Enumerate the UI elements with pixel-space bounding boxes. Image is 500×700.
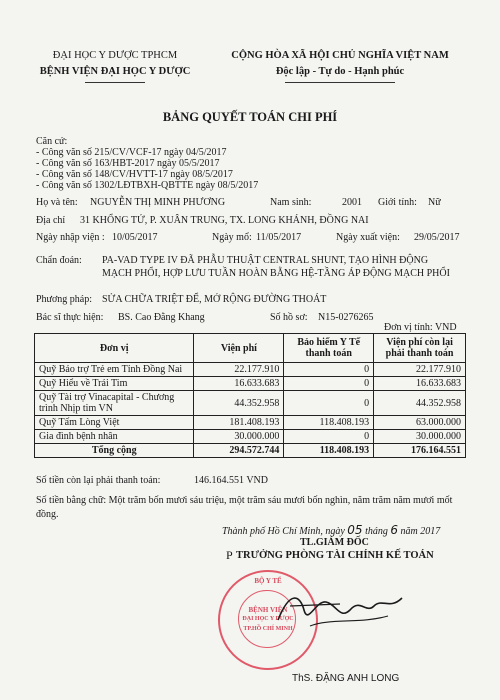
doctor-label: Bác sĩ thực hiện: bbox=[36, 312, 104, 323]
remaining-value: 146.164.551 VND bbox=[194, 475, 268, 486]
header-divider bbox=[85, 82, 145, 83]
basis-item: - Công văn số 148/CV/HVTT-17 ngày 08/5/2017 bbox=[36, 169, 233, 180]
col-header-remaining: Viện phí còn lại phải thanh toán bbox=[374, 334, 466, 363]
col-header-fee: Viện phí bbox=[194, 334, 284, 363]
record-number: N15-0276265 bbox=[318, 312, 374, 323]
cell-remaining: 30.000.000 bbox=[374, 430, 466, 444]
cell-unit: Quỹ Tấm Lòng Việt bbox=[35, 416, 194, 430]
basis-item: - Công văn số 1302/LĐTBXH-QBTTE ngày 08/5/2017 bbox=[36, 180, 259, 191]
table-row bbox=[35, 363, 466, 377]
table-row bbox=[35, 391, 466, 416]
table-row bbox=[35, 377, 466, 391]
total-insurance: 118.408.193 bbox=[284, 444, 374, 458]
cell-insurance: 0 bbox=[284, 391, 374, 416]
stamp-line-3: TP.HỒ CHÍ MINH bbox=[243, 626, 293, 632]
diagnosis-label: Chẩn đoán: bbox=[36, 255, 82, 266]
basis-item: - Công văn số 163/HBT-2017 ngày 05/5/2017 bbox=[36, 158, 220, 169]
stamp-top-text: BỘ Y TẾ bbox=[254, 577, 282, 585]
amount-in-words: Số tiền bằng chữ: Một trăm bốn mươi sáu triệu, một trăm sáu mươi bốn nghìn, năm trăm năm mươi mốt đồng. bbox=[36, 495, 453, 520]
sign-place-date bbox=[222, 523, 440, 537]
discharge-date: 29/05/2017 bbox=[414, 232, 460, 243]
cell-fee: 44.352.958 bbox=[194, 391, 284, 416]
method-label: Phương pháp: bbox=[36, 294, 92, 305]
total-row bbox=[35, 444, 466, 458]
year-label: năm bbox=[400, 526, 418, 537]
cell-fee: 16.633.683 bbox=[194, 377, 284, 391]
cell-unit: Quỹ Hiểu về Trái Tim bbox=[35, 377, 194, 391]
gender-label: Giới tính: bbox=[378, 197, 417, 208]
cell-insurance: 0 bbox=[284, 377, 374, 391]
method: SỬA CHỮA TRIỆT ĐỂ, MỞ RỘNG ĐƯỜNG THOÁT bbox=[102, 294, 327, 305]
cell-insurance: 0 bbox=[284, 430, 374, 444]
discharge-label: Ngày xuất viện: bbox=[336, 232, 400, 243]
patient-name: NGUYỄN THỊ MINH PHƯƠNG bbox=[90, 197, 226, 208]
stamp-line-2: ĐẠI HỌC Y DƯỢC bbox=[242, 616, 294, 622]
cell-unit: Quỹ Bảo trợ Trẻ em Tỉnh Đồng Nai bbox=[35, 363, 194, 377]
signer-name: ThS. ĐẶNG ANH LONG bbox=[292, 673, 400, 684]
cell-unit: Quỹ Tài trợ Vinacapital - Chương trình Nhịp tim VN bbox=[35, 391, 194, 416]
col-header-unit: Đơn vị bbox=[35, 334, 194, 363]
place-date-prefix: Thành phố Hồ Chí Minh, ngày bbox=[222, 526, 345, 537]
cell-remaining: 63.000.000 bbox=[374, 416, 466, 430]
cell-remaining: 16.633.683 bbox=[374, 377, 466, 391]
motto-underline bbox=[285, 82, 395, 83]
signature bbox=[270, 580, 410, 640]
unit-note: Đơn vị tính: VND bbox=[384, 322, 457, 333]
cell-insurance: 0 bbox=[284, 363, 374, 377]
remaining-label: Số tiền còn lại phải thanh toán: bbox=[36, 475, 161, 486]
cell-fee: 181.408.193 bbox=[194, 416, 284, 430]
sign-year: 2017 bbox=[420, 526, 441, 537]
month-label: tháng bbox=[365, 526, 388, 537]
table-row bbox=[35, 416, 466, 430]
name-label: Họ và tên: bbox=[36, 197, 78, 208]
doctor: BS. Cao Đằng Khang bbox=[118, 312, 205, 323]
col-header-insurance: Bảo hiểm Y Tế thanh toán bbox=[284, 334, 374, 363]
basis-label: Căn cứ: bbox=[36, 136, 68, 147]
cell-remaining: 44.352.958 bbox=[374, 391, 466, 416]
cell-insurance: 118.408.193 bbox=[284, 416, 374, 430]
sign-day: 05 bbox=[347, 523, 363, 537]
cell-fee: 22.177.910 bbox=[194, 363, 284, 377]
diagnosis: PA-VAD TYPE IV ĐÃ PHẪU THUẬT CENTRAL SHUNT, TẠO HÌNH ĐỘNG MẠCH PHỔI, HỢP LƯU TUẦN HOÀN BẰNG HỆ-TẦNG ÁP ĐỘNG MẠCH PHỔI bbox=[102, 255, 450, 279]
table-row bbox=[35, 430, 466, 444]
address-label: Địa chỉ bbox=[36, 215, 66, 226]
gender: Nữ bbox=[428, 197, 441, 208]
document-title: BẢNG QUYẾT TOÁN CHI PHÍ bbox=[162, 110, 338, 124]
total-remaining: 176.164.551 bbox=[374, 444, 466, 458]
handwritten-mark: P bbox=[226, 548, 233, 562]
stamp-line-1: BỆNH VIỆN bbox=[248, 606, 288, 614]
sign-role-1: TL.GIÁM ĐỐC bbox=[300, 537, 369, 548]
sign-month: 6 bbox=[390, 523, 398, 537]
country-motto: Độc lập - Tự do - Hạnh phúc bbox=[275, 66, 405, 77]
table-header-row bbox=[35, 334, 466, 363]
cell-remaining: 22.177.910 bbox=[374, 363, 466, 377]
birth-label: Nam sinh: bbox=[270, 197, 312, 208]
cost-table bbox=[34, 333, 466, 458]
birth-year: 2001 bbox=[342, 197, 362, 208]
basis-item: - Công văn số 215/CV/VCF-17 ngày 04/5/2017 bbox=[36, 147, 227, 158]
org-hospital: BỆNH VIỆN ĐẠI HỌC Y DƯỢC bbox=[39, 66, 191, 77]
surgery-date: 11/05/2017 bbox=[256, 232, 302, 243]
surgery-label: Ngày mổ: bbox=[212, 232, 252, 243]
total-label: Tổng cộng bbox=[35, 444, 194, 458]
cell-unit: Gia đình bệnh nhân bbox=[35, 430, 194, 444]
address: 31 KHỔNG TỬ, P. XUÂN TRUNG, TX. LONG KHÁNH, ĐỒNG NAI bbox=[80, 215, 369, 226]
sign-role-2: TRƯỞNG PHÒNG TÀI CHÍNH KẾ TOÁN bbox=[236, 550, 434, 561]
total-fee: 294.572.744 bbox=[194, 444, 284, 458]
record-label: Số hồ sơ: bbox=[270, 312, 308, 323]
org-parent: ĐẠI HỌC Y DƯỢC TPHCM bbox=[52, 50, 178, 61]
cell-fee: 30.000.000 bbox=[194, 430, 284, 444]
admit-date: 10/05/2017 bbox=[112, 232, 158, 243]
country-name: CỘNG HÒA XÃ HỘI CHỦ NGHĨA VIỆT NAM bbox=[231, 50, 449, 61]
admit-label: Ngày nhập viện : bbox=[36, 232, 105, 243]
